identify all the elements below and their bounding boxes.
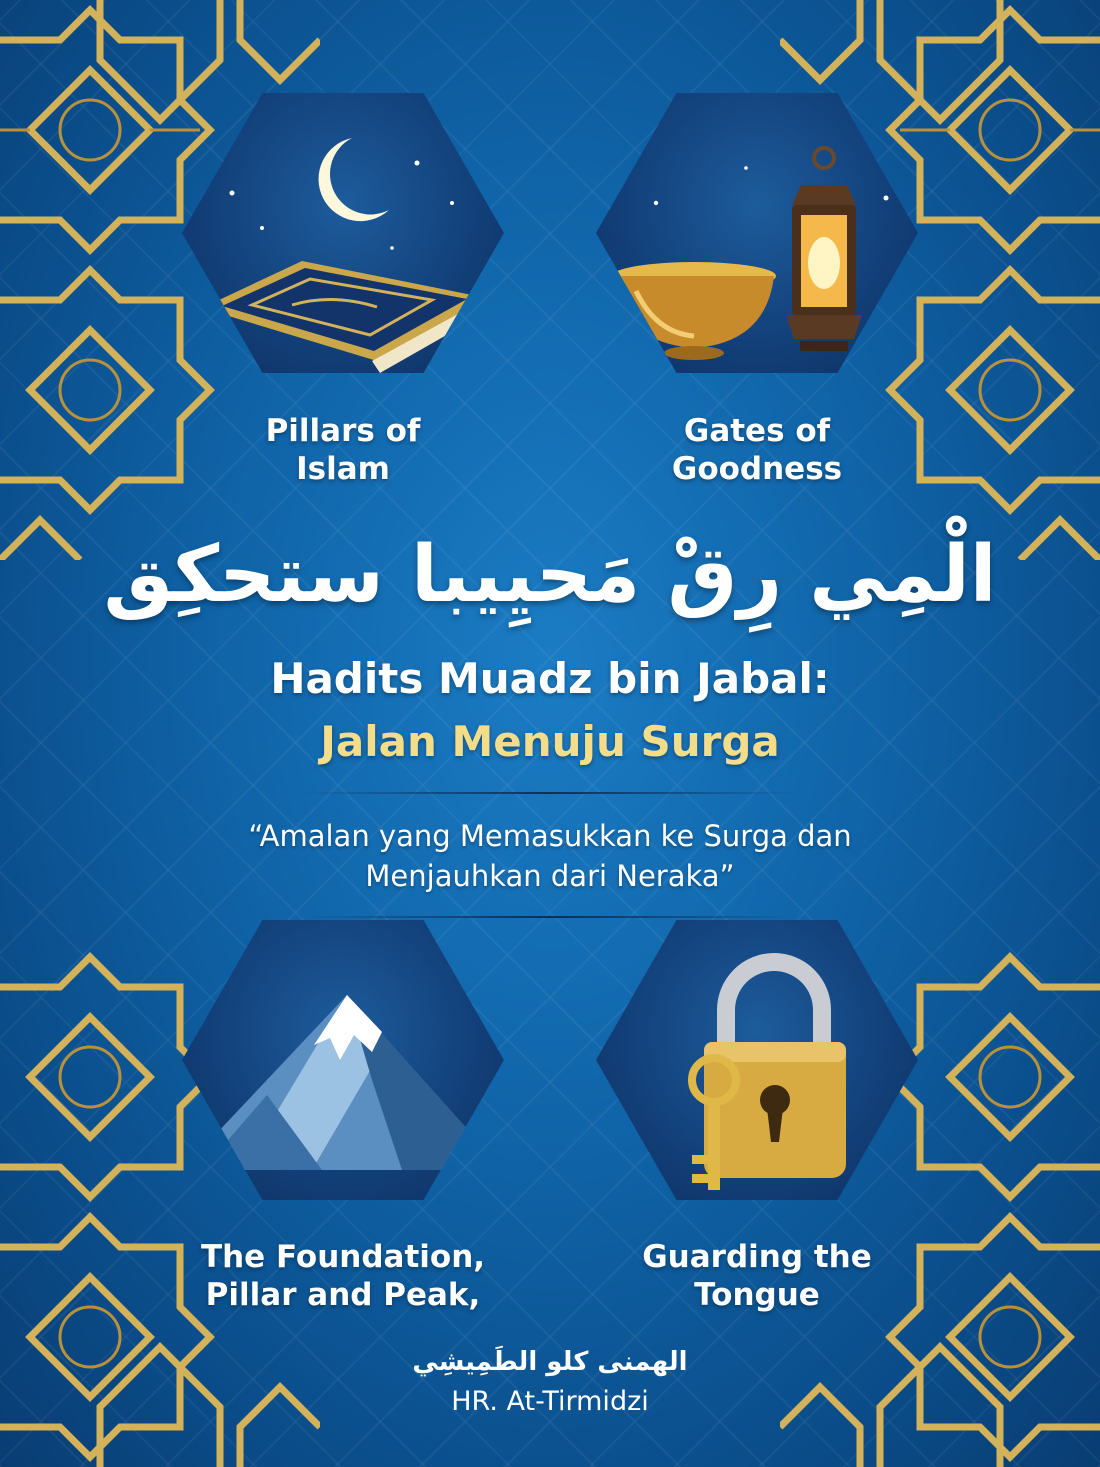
label-line-1: Gates of	[683, 413, 831, 449]
source-arabic: الهمنى كلو الطَمِيشِي	[412, 1347, 688, 1377]
page-subtitle: Jalan Menuju Surga	[320, 717, 780, 766]
label-line-1: Pillars of	[265, 413, 421, 449]
label-line-1: The Foundation,	[200, 1239, 486, 1275]
quote-line-2: Menjauhkan dari Neraka”	[365, 859, 735, 893]
quote	[0, 816, 1100, 896]
gates-of-goodness-label	[577, 412, 937, 488]
quote-line-1: “Amalan yang Memasukkan ke Surga dan	[248, 819, 852, 853]
label-line-1: Guarding the	[642, 1239, 872, 1275]
label-line-2: Pillar and Peak,	[205, 1277, 481, 1313]
guarding-tongue-label	[577, 1238, 937, 1314]
label-line-2: Goodness	[671, 451, 843, 487]
pillars-of-islam-label	[163, 412, 523, 488]
page-title: Hadits Muadz bin Jabal:	[270, 654, 830, 703]
divider-top	[300, 792, 800, 794]
source-reference: HR. At-Tirmidzi	[451, 1386, 649, 1417]
label-line-2: Tongue	[694, 1277, 820, 1313]
divider-bottom	[300, 916, 800, 918]
foundation-pillar-peak-label	[163, 1238, 523, 1314]
label-line-2: Islam	[296, 451, 390, 487]
arabic-title: الْمِي رِقْ مَحيِيبا ستحكِق	[103, 530, 997, 620]
